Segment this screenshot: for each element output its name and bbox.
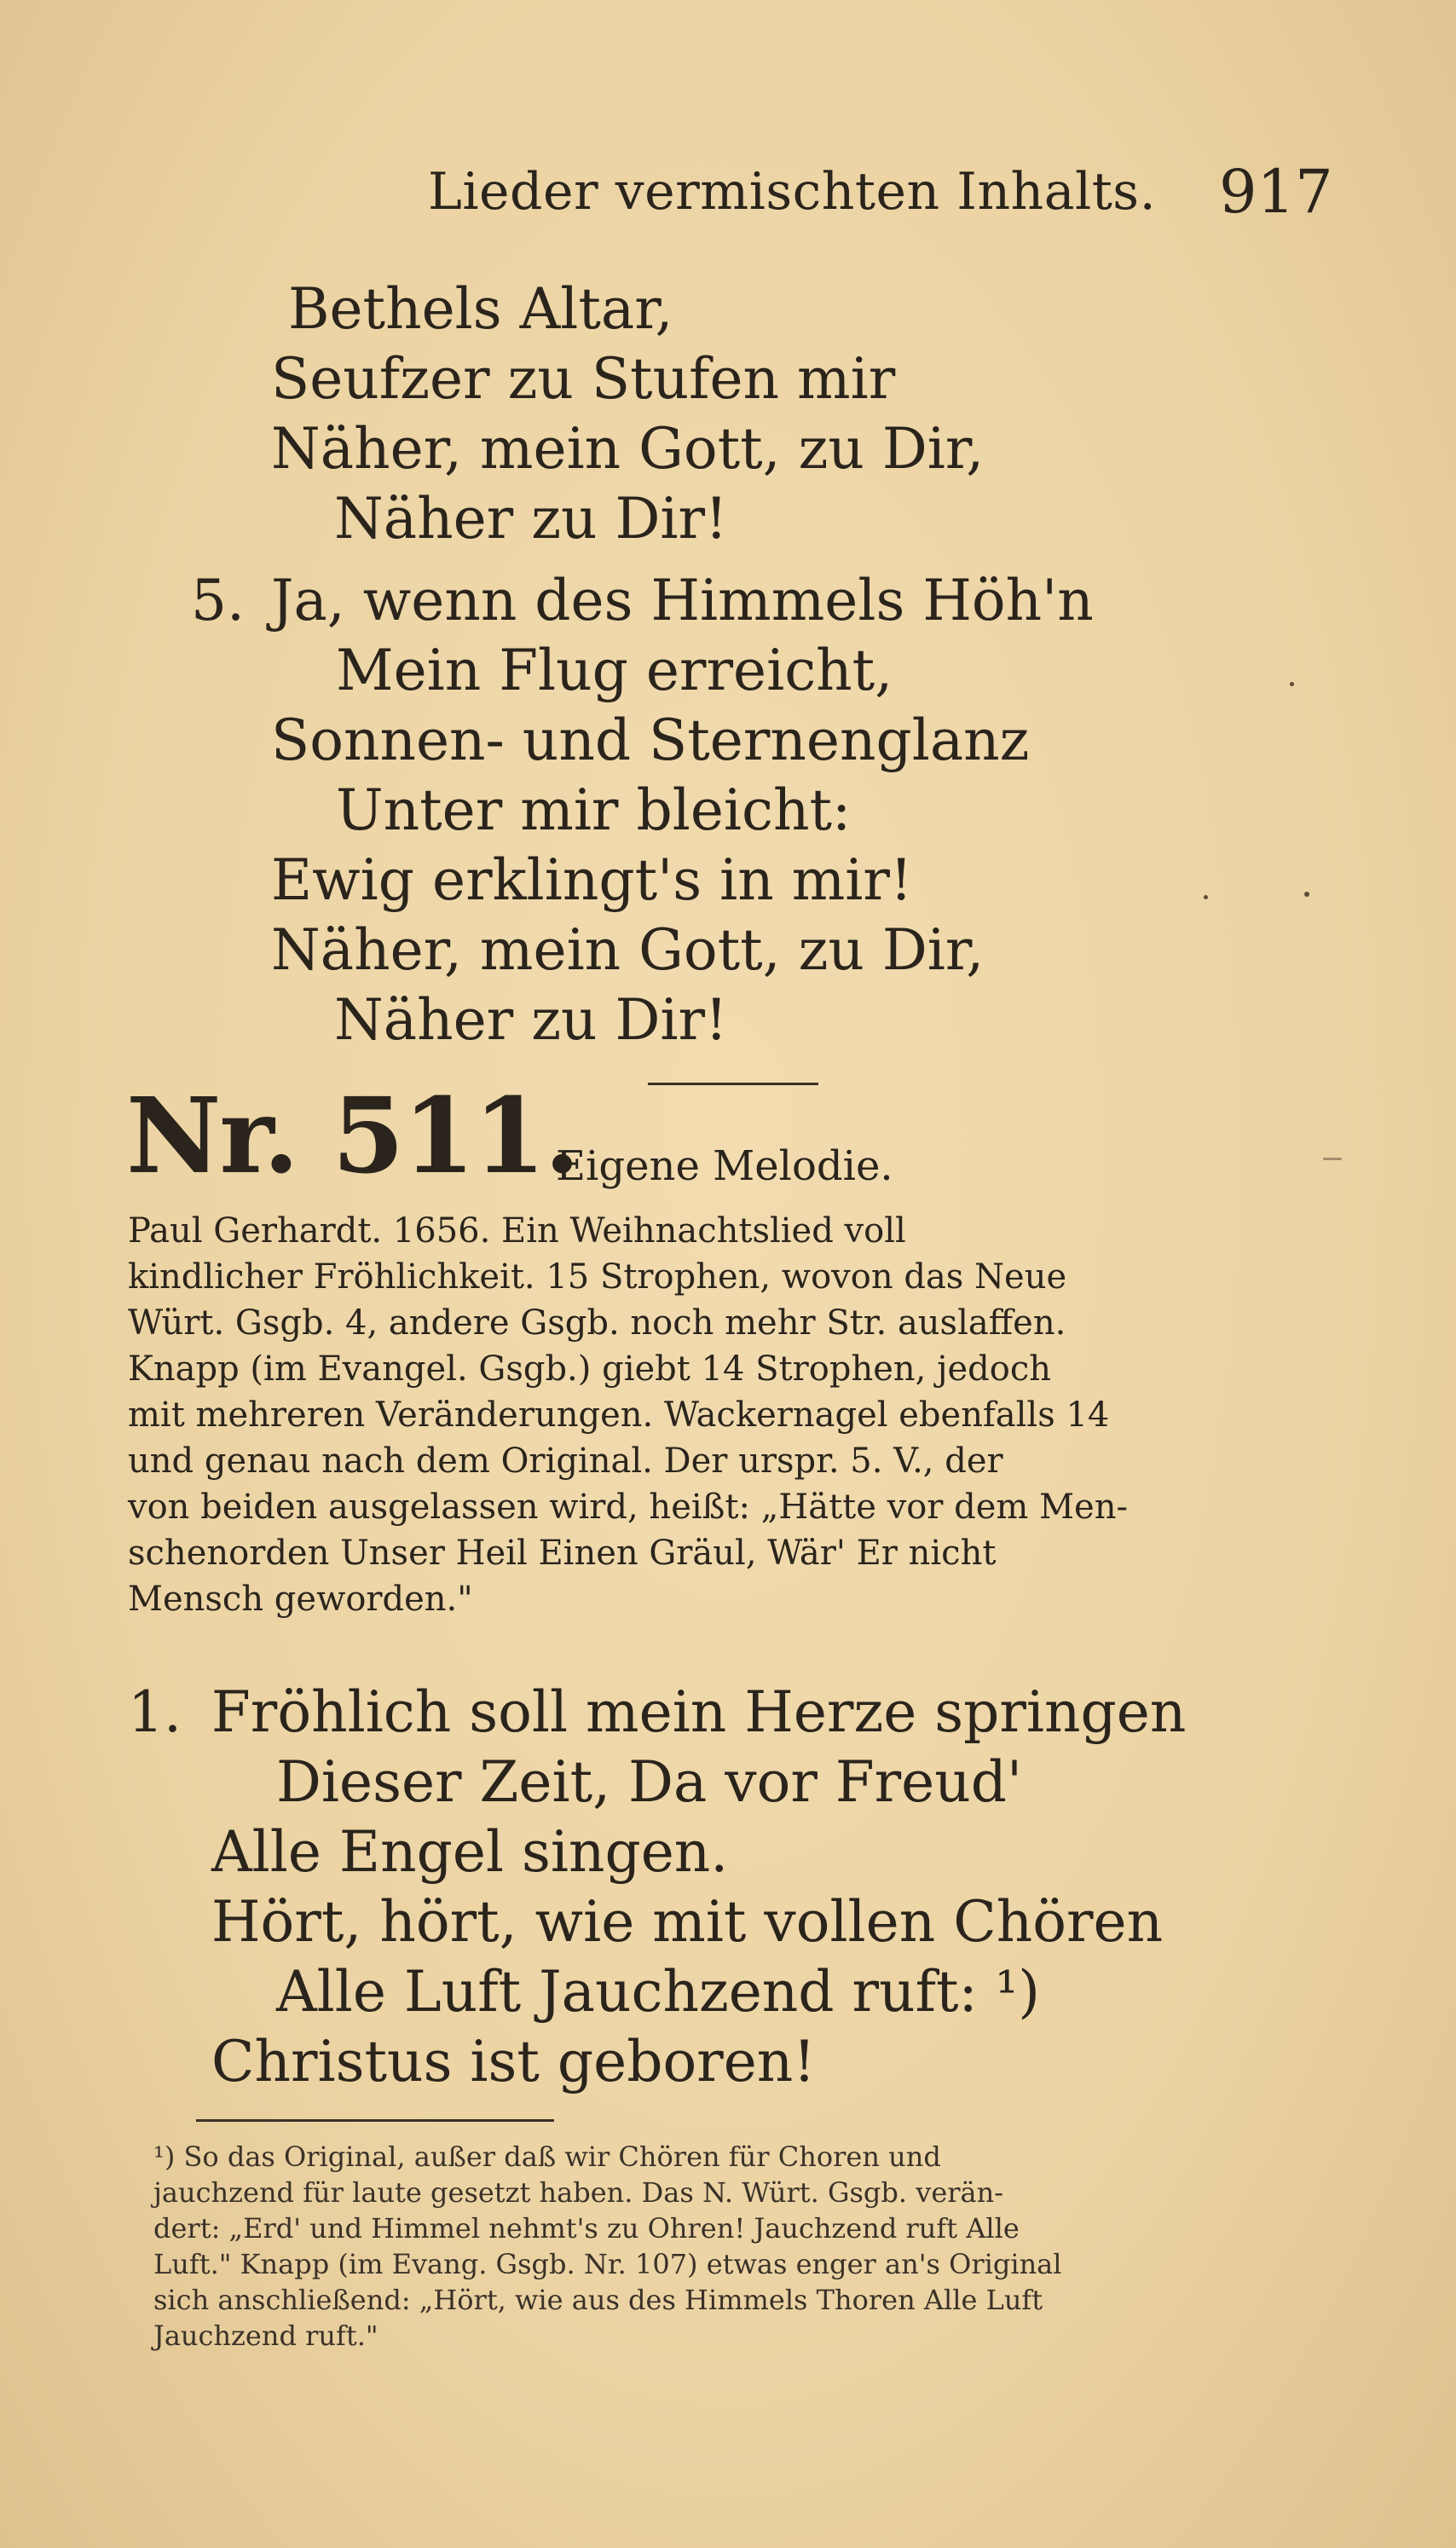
ink-speck xyxy=(1304,892,1309,897)
note-line: Mensch geworden." xyxy=(128,1580,473,1619)
footnote-rule xyxy=(196,2119,554,2122)
verse-line: Dieser Zeit, Da vor Freud' xyxy=(276,1749,1023,1815)
ink-speck xyxy=(1204,895,1208,899)
stanza-number: 1. xyxy=(128,1679,182,1745)
note-line: Knapp (im Evangel. Gsgb.) giebt 14 Strophen, jedoch xyxy=(128,1349,1052,1389)
ink-speck xyxy=(1323,1158,1342,1160)
verse-line: Näher zu Dir! xyxy=(334,987,728,1053)
footnote-line: sich anschließend: „Hört, wie aus des Himmels Thoren Alle Luft xyxy=(153,2284,1043,2316)
verse-line: Alle Luft Jauchzend ruft: ¹) xyxy=(276,1959,1040,2025)
note-line: Würt. Gsgb. 4, andere Gsgb. noch mehr Str. auslaffen. xyxy=(128,1303,1066,1343)
verse-line: Christus ist geboren! xyxy=(211,2029,816,2094)
verse-line: Hört, hört, wie mit vollen Chören xyxy=(211,1889,1164,1955)
verse-line: Mein Flug erreicht, xyxy=(336,638,893,703)
note-line: Paul Gerhardt. 1656. Ein Weihnachtslied voll xyxy=(128,1211,906,1251)
page-number: 917 xyxy=(1219,157,1333,227)
footnote-line: jauchzend für laute gesetzt haben. Das N. Würt. Gsgb. verän- xyxy=(153,2176,1004,2209)
verse-line: Näher zu Dir! xyxy=(334,486,728,552)
note-line: und genau nach dem Original. Der urspr. 5. V., der xyxy=(128,1442,1003,1481)
note-line: von beiden ausgelassen wird, heißt: „Hätte vor dem Men- xyxy=(128,1488,1128,1527)
verse-line: Alle Engel singen. xyxy=(211,1819,729,1885)
verse-line: Ewig erklingt's in mir! xyxy=(271,847,913,913)
ink-speck xyxy=(1290,682,1294,686)
verse-line: Sonnen- und Sternenglanz xyxy=(271,708,1030,773)
note-line: schenorden Unser Heil Einen Gräul, Wär' Er nicht xyxy=(128,1534,997,1573)
footnote-line: Luft." Knapp (im Evang. Gsgb. Nr. 107) etwas enger an's Original xyxy=(153,2248,1062,2280)
verse-line: Ja, wenn des Himmels Höh'n xyxy=(271,568,1094,633)
verse-line: Näher, mein Gott, zu Dir, xyxy=(271,917,985,983)
running-title: Lieder vermischten Inhalts. xyxy=(428,162,1157,222)
verse-line: Fröhlich soll mein Herze springen xyxy=(211,1679,1187,1745)
section-divider xyxy=(648,1083,818,1085)
verse-line: Unter mir bleicht: xyxy=(336,777,852,843)
verse-line: Näher, mein Gott, zu Dir, xyxy=(271,416,985,482)
note-line: mit mehreren Veränderungen. Wackernagel ebenfalls 14 xyxy=(128,1395,1110,1435)
stanza-number: 5. xyxy=(191,568,245,633)
footnote-line: dert: „Erd' und Himmel nehmt's zu Ohren! Jauchzend ruft Alle xyxy=(153,2212,1020,2245)
melody-note: Eigene Melodie. xyxy=(556,1142,893,1190)
note-line: kindlicher Fröhlichkeit. 15 Strophen, wovon das Neue xyxy=(128,1257,1067,1297)
hymn-number: Nr. 511. xyxy=(126,1074,579,1197)
footnote-line: ¹) So das Original, außer daß wir Chören für Choren und xyxy=(153,2141,941,2173)
footnote-line: Jauchzend ruft." xyxy=(153,2320,378,2352)
verse-line: Bethels Altar, xyxy=(288,276,673,342)
verse-line: Seufzer zu Stufen mir xyxy=(271,346,896,412)
